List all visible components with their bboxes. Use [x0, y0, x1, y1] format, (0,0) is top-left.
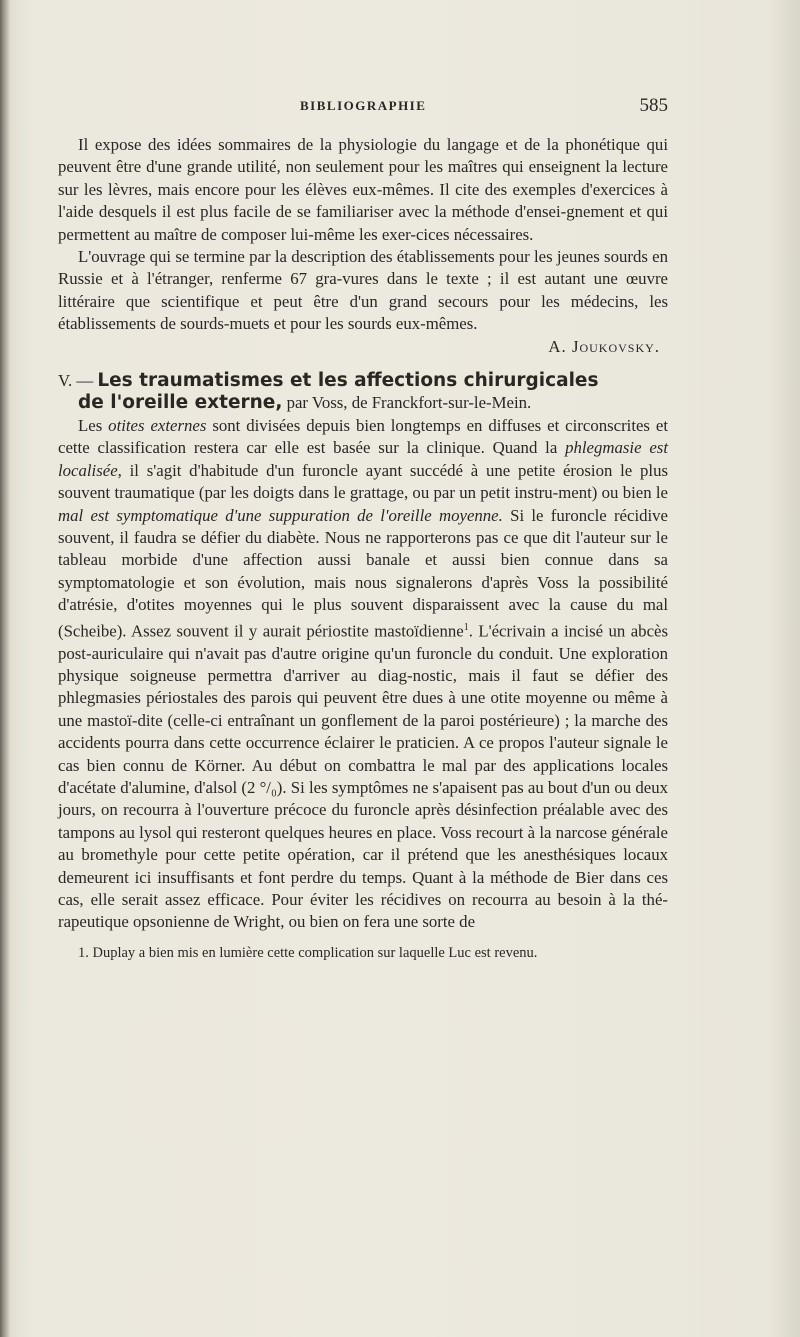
italic-run: phlegmasie est localisée,: [58, 438, 668, 480]
text-run: Les: [78, 415, 103, 435]
section-heading: [58, 370, 668, 415]
text-run: Si le furoncle récidive souvent, il faudra se défier du diabète. Nous ne rapporterons pas ce que dit l'auteur sur le tableau morbide d'une affection aussi banale et aussi bien connue dans sa symptomatologie et son évolution, mais nous signalerons d'après Voss la possibilité d'atrésie, d'otites moyennes qui le plus souvent disparaissent avec la cause du mal (Scheibe). Assez souvent il y aurait périostite mastoïdienne: [58, 505, 669, 641]
text-run: sont divisées depuis bien longtemps en diffuses et circonscrites et cette classification restera car elle est basée sur la clinique. Quand la: [58, 415, 669, 458]
section-title-line2: de l'oreille externe,: [78, 392, 283, 414]
footnote-ref: 1: [463, 621, 469, 633]
footnote-text: Duplay a bien mis en lumière cette complication sur laquelle Luc est revenu.: [92, 944, 538, 961]
running-header: [60, 95, 668, 117]
italic-run: otites externes: [108, 415, 207, 435]
paragraph-2: L'ouvrage qui se termine par la description des établissements pour les jeunes sourds en Russie et à l'étranger, renferme 67 gra-vures dans le texte ; il est autant une œuvre littéraire que scientifique et peut être d'un grand secours pour les médecins, les établissements de sourds-muets et pour les sourds eux-mêmes.: [58, 247, 668, 334]
paragraph-1: Il expose des idées sommaires de la physiologie du langage et de la phonétique qui peuvent être d'une grande utilité, non seulement pour les maîtres qui enseignent la lecture sur les lèvres, mais encore pour les élèves eux-mêmes. Il cite des exemples d'exercices à l'aide desquels il est plus facile de se familiariser avec la méthode d'ensei-gnement et qui permettent au maître de composer lui-même les exer-cices nécessaires.: [58, 135, 668, 244]
page-edge-shadow: [0, 0, 10, 1337]
section-author: par Voss, de Franckfort-sur-le-Mein.: [286, 393, 532, 413]
footnote-spacer: [58, 934, 668, 940]
signature-initial: A.: [548, 336, 567, 356]
footnote-marker: 1.: [78, 944, 89, 961]
section-number: V. —: [58, 371, 94, 391]
page-number: 585: [639, 95, 668, 116]
text-run: il s'agit d'habitude d'un furoncle ayant succédé à une petite érosion le plus souvent traumatique (par les doigts dans le grattage, ou par un petit instru-ment) ou bien le: [58, 460, 668, 503]
signature-name: Joukovsky.: [571, 336, 660, 356]
footnote: [58, 944, 668, 963]
text-body: [58, 134, 668, 963]
text-run: . L'écrivain a incisé un abcès post-auriculaire qui n'avait pas d'autre origine qu'un furoncle du conduit. Une exploration physique soigneuse permettra d'arriver au diag-nostic, mais il faut se défier des phlegmasies périostales des parois qui peuvent être dues à une otite moyenne ou même à une mastoï-dite (celle-ci entraînant un gonflement de la paroi postérieure) ; la marche des accidents pourra dans cette occurrence éclairer le praticien. A ce propos l'auteur signale le cas bien connu de Körner. Au début on combattra le mal par des applications locales d'acétate d'alumine, d'alsol (2 °/₀). Si les symptômes ne s'apaisent pas au bout d'un ou deux jours, on recourra à l'ouverture précoce du furoncle après désinfection préalable avec des tampons au lysol qui resteront quelques heures en place. Voss recourt à la narcose générale au bromethyle pour cette petite opération, car il prétend que les anesthésiques locaux demeurent ici insuffisants et font perdre du temps. Quant à la méthode de Bier dans ces cas, elle serait assez efficace. Pour éviter les récidives on recourra au besoin à la thé-rapeutique opsonienne de Wright, ou bien on fera une sorte de: [58, 621, 668, 932]
italic-run: mal est symptomatique d'une suppuration de l'oreille moyenne.: [58, 505, 503, 525]
section-title-line1: Les traumatismes et les affections chirurgicales: [97, 370, 599, 392]
header-title: BIBLIOGRAPHIE: [300, 98, 427, 113]
section-paragraph: [58, 415, 668, 934]
review-signature: [58, 336, 668, 358]
